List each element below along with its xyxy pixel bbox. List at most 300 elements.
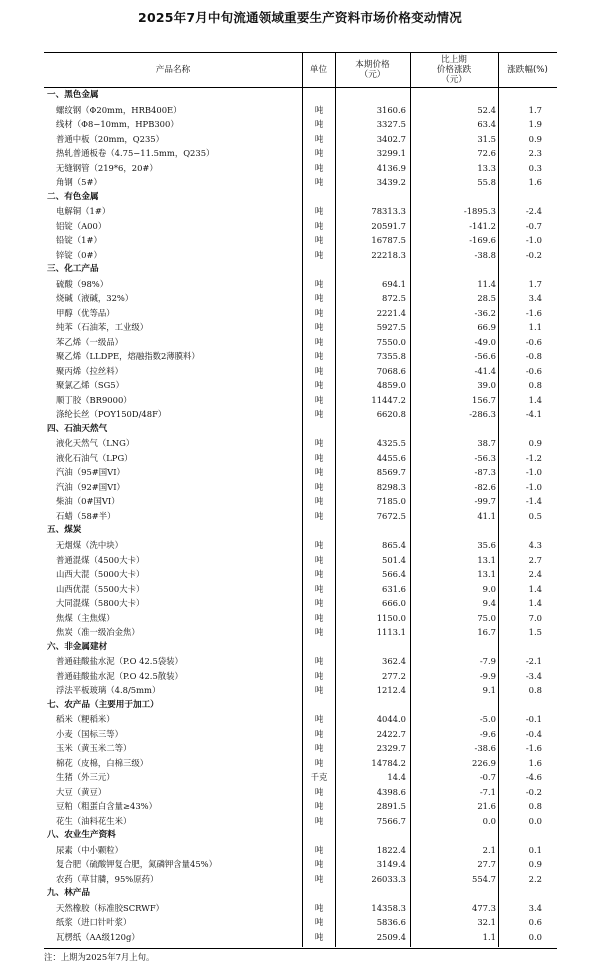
product-name-cell: 山西大混（5000大卡） [56, 569, 145, 580]
table-row [0, 103, 600, 118]
unit-cell: 吨 [314, 583, 324, 594]
percent-cell: -0.7 [525, 220, 542, 231]
product-name-cell: 螺纹钢（Φ20mm，HRB400E） [56, 104, 182, 115]
product-name-cell: 硫酸（98%） [56, 278, 109, 289]
change-cell: 16.7 [477, 627, 496, 638]
product-name-cell: 普通硅酸盐水泥（P.O 42.5散装） [56, 670, 183, 681]
percent-cell: 1.4 [528, 598, 542, 609]
change-cell: -7.9 [479, 656, 496, 667]
table-row [0, 814, 600, 829]
percent-cell: 0.5 [528, 510, 542, 521]
price-cell: 7355.8 [376, 351, 406, 362]
product-name-cell: 顺丁胶（BR9000） [56, 394, 132, 405]
change-cell: -9.6 [479, 728, 496, 739]
category-row [0, 523, 600, 538]
product-name-cell: 热轧普通板卷（4.75−11.5mm，Q235） [56, 148, 215, 159]
table-row [0, 393, 600, 408]
category-row [0, 190, 600, 205]
table-row [0, 204, 600, 219]
table-row [0, 436, 600, 451]
percent-cell: 2.3 [528, 148, 542, 159]
price-cell: 7566.7 [376, 815, 406, 826]
change-cell: 31.5 [477, 133, 496, 144]
percent-cell: 7.0 [528, 612, 542, 623]
price-cell: 7672.5 [376, 510, 406, 521]
percent-cell: -1.2 [525, 452, 542, 463]
product-name-cell: 大豆（黄豆） [56, 786, 107, 797]
percent-cell: 1.7 [528, 104, 542, 115]
percent-cell: 0.1 [528, 844, 542, 855]
price-cell: 22218.3 [371, 249, 406, 260]
category-label: 七、农产品（主要用于加工） [47, 699, 159, 710]
unit-cell: 吨 [314, 612, 324, 623]
price-cell: 4455.6 [376, 452, 406, 463]
percent-cell: -1.6 [525, 743, 542, 754]
price-cell: 3327.5 [376, 119, 406, 130]
change-cell: 1.1 [482, 931, 496, 942]
unit-cell: 吨 [314, 293, 324, 304]
table-row [0, 596, 600, 611]
unit-cell: 吨 [314, 757, 324, 768]
price-cell: 8569.7 [376, 467, 406, 478]
product-name-cell: 尿素（中小颗粒） [56, 844, 123, 855]
category-label: 八、农业生产资料 [47, 830, 116, 841]
percent-cell: 1.9 [528, 119, 542, 130]
unit-cell: 吨 [314, 148, 324, 159]
product-name-cell: 瓦楞纸（AA级120g） [56, 931, 140, 942]
table-row [0, 480, 600, 495]
table-row [0, 219, 600, 234]
unit-cell: 吨 [314, 206, 324, 217]
table-body [0, 88, 600, 944]
unit-cell: 吨 [314, 670, 324, 681]
unit-cell: 吨 [314, 917, 324, 928]
percent-cell: -2.1 [525, 656, 542, 667]
percent-cell: -1.0 [525, 235, 542, 246]
table-row [0, 277, 600, 292]
table-row [0, 233, 600, 248]
change-cell: 477.3 [472, 902, 496, 913]
percent-cell: -4.6 [525, 772, 542, 783]
price-cell: 2422.7 [376, 728, 406, 739]
unit-cell: 吨 [314, 249, 324, 260]
table-row [0, 407, 600, 422]
change-cell: 0.0 [482, 815, 496, 826]
price-cell: 4044.0 [376, 714, 406, 725]
unit-cell: 吨 [314, 162, 324, 173]
table-row [0, 306, 600, 321]
unit-cell: 吨 [314, 220, 324, 231]
table-row [0, 625, 600, 640]
table-row [0, 611, 600, 626]
price-cell: 694.1 [382, 278, 406, 289]
unit-cell: 吨 [314, 307, 324, 318]
change-cell: 52.4 [477, 104, 496, 115]
percent-cell: 0.8 [528, 685, 542, 696]
product-name-cell: 稻米（粳稻米） [56, 714, 115, 725]
header-product-name: 产品名称 [155, 64, 191, 75]
change-cell: 38.7 [477, 438, 496, 449]
price-cell: 865.4 [382, 539, 406, 550]
unit-cell: 吨 [314, 467, 324, 478]
table-row [0, 117, 600, 132]
percent-cell: 2.2 [528, 873, 542, 884]
table-row [0, 465, 600, 480]
product-name-cell: 铝锭（A00） [56, 220, 107, 231]
unit-cell: 吨 [314, 743, 324, 754]
change-cell: -1895.3 [463, 206, 496, 217]
product-name-cell: 生猪（外三元） [56, 772, 115, 783]
unit-cell: 吨 [314, 539, 324, 550]
change-cell: -5.0 [479, 714, 496, 725]
change-cell: -169.6 [469, 235, 496, 246]
header-price-change: 比上期 价格涨跌 （元） [436, 54, 472, 85]
price-cell: 5836.6 [376, 917, 406, 928]
change-cell: 9.0 [482, 583, 496, 594]
table-row [0, 161, 600, 176]
product-name-cell: 复合肥（硫酸钾复合肥，氮磷钾含量45%） [56, 859, 217, 870]
percent-cell: -0.4 [525, 728, 542, 739]
change-cell: -7.1 [479, 786, 496, 797]
change-cell: 9.1 [482, 685, 496, 696]
unit-cell: 吨 [314, 380, 324, 391]
percent-cell: 1.7 [528, 278, 542, 289]
table-row [0, 494, 600, 509]
percent-cell: 0.0 [528, 815, 542, 826]
percent-cell: -1.6 [525, 307, 542, 318]
product-name-cell: 纯苯（石油苯，工业级） [56, 322, 149, 333]
category-row [0, 886, 600, 901]
table-row [0, 582, 600, 597]
table-row [0, 930, 600, 945]
change-cell: -36.2 [474, 307, 496, 318]
table-row [0, 509, 600, 524]
unit-cell: 千克 [310, 772, 328, 783]
price-cell: 14.4 [387, 772, 406, 783]
product-name-cell: 普通混煤（4500大卡） [56, 554, 145, 565]
product-name-cell: 聚丙烯（拉丝料） [56, 365, 123, 376]
unit-cell: 吨 [314, 438, 324, 449]
page-title: 2025年7月中旬流通领域重要生产资料市场价格变动情况 [138, 10, 462, 25]
table-row [0, 770, 600, 785]
product-name-cell: 聚乙烯（LLDPE，熔融指数2薄膜料） [56, 351, 200, 362]
product-name-cell: 焦煤（主焦煤） [56, 612, 115, 623]
unit-cell: 吨 [314, 656, 324, 667]
product-name-cell: 纸浆（进口针叶浆） [56, 917, 132, 928]
unit-cell: 吨 [314, 235, 324, 246]
category-row [0, 262, 600, 277]
percent-cell: -2.4 [525, 206, 542, 217]
price-cell: 277.2 [382, 670, 406, 681]
percent-cell: 0.3 [528, 162, 542, 173]
header-change-percent: 涨跌幅(%) [507, 64, 548, 75]
price-cell: 1212.4 [376, 685, 406, 696]
table-row [0, 538, 600, 553]
unit-cell: 吨 [314, 365, 324, 376]
product-name-cell: 焦炭（准一级冶金焦） [56, 627, 140, 638]
change-cell: 39.0 [477, 380, 496, 391]
category-row [0, 422, 600, 437]
table-row [0, 335, 600, 350]
table-row [0, 683, 600, 698]
unit-cell: 吨 [314, 104, 324, 115]
change-cell: -82.6 [474, 481, 496, 492]
change-cell: 13.1 [477, 569, 496, 580]
price-cell: 3149.4 [376, 859, 406, 870]
product-name-cell: 豆粕（粗蛋白含量≥43%） [56, 801, 158, 812]
change-cell: 63.4 [477, 119, 496, 130]
price-cell: 666.0 [382, 598, 406, 609]
price-cell: 4136.9 [376, 162, 406, 173]
product-name-cell: 小麦（国标三等） [56, 728, 123, 739]
category-label: 五、煤炭 [47, 525, 82, 536]
change-cell: -87.3 [474, 467, 496, 478]
change-cell: -38.8 [474, 249, 496, 260]
unit-cell: 吨 [314, 554, 324, 565]
product-name-cell: 甲醇（优等品） [56, 307, 115, 318]
price-cell: 1150.0 [376, 612, 406, 623]
category-label: 九、林产品 [47, 888, 90, 899]
percent-cell: -0.2 [525, 249, 542, 260]
change-cell: -38.6 [474, 743, 496, 754]
change-cell: 13.3 [477, 162, 496, 173]
product-name-cell: 汽油（95#国VI） [56, 467, 125, 478]
product-name-cell: 山西优混（5500大卡） [56, 583, 145, 594]
price-cell: 20591.7 [371, 220, 406, 231]
percent-cell: 0.9 [528, 438, 542, 449]
table-row [0, 872, 600, 887]
price-cell: 2329.7 [376, 743, 406, 754]
table-row [0, 901, 600, 916]
percent-cell: 0.9 [528, 133, 542, 144]
table-row [0, 349, 600, 364]
percent-cell: 2.4 [528, 569, 542, 580]
unit-cell: 吨 [314, 844, 324, 855]
unit-cell: 吨 [314, 409, 324, 420]
change-cell: -141.2 [469, 220, 496, 231]
unit-cell: 吨 [314, 119, 324, 130]
percent-cell: -3.4 [525, 670, 542, 681]
unit-cell: 吨 [314, 394, 324, 405]
price-cell: 362.4 [382, 656, 406, 667]
product-name-cell: 农药（草甘膦，95%原药） [56, 873, 159, 884]
percent-cell: 1.5 [528, 627, 542, 638]
table-row [0, 654, 600, 669]
product-name-cell: 锌锭（0#） [56, 249, 102, 260]
percent-cell: -0.1 [525, 714, 542, 725]
change-cell: -286.3 [469, 409, 496, 420]
unit-cell: 吨 [314, 177, 324, 188]
price-cell: 14358.3 [371, 902, 406, 913]
unit-cell: 吨 [314, 481, 324, 492]
unit-cell: 吨 [314, 902, 324, 913]
product-name-cell: 角钢（5#） [56, 177, 102, 188]
table-row [0, 756, 600, 771]
table-row [0, 175, 600, 190]
price-cell: 16787.5 [371, 235, 406, 246]
change-cell: 9.4 [482, 598, 496, 609]
percent-cell: 0.9 [528, 859, 542, 870]
price-cell: 1822.4 [376, 844, 406, 855]
category-row [0, 698, 600, 713]
product-name-cell: 石蜡（58#半） [56, 510, 116, 521]
percent-cell: -0.8 [525, 351, 542, 362]
price-cell: 2509.4 [376, 931, 406, 942]
unit-cell: 吨 [314, 569, 324, 580]
table-row [0, 378, 600, 393]
price-cell: 6620.8 [376, 409, 406, 420]
unit-cell: 吨 [314, 452, 324, 463]
percent-cell: 1.6 [528, 757, 542, 768]
price-cell: 26033.3 [371, 873, 406, 884]
table-row [0, 320, 600, 335]
unit-cell: 吨 [314, 859, 324, 870]
table-row [0, 364, 600, 379]
percent-cell: 3.4 [528, 293, 542, 304]
price-cell: 5927.5 [376, 322, 406, 333]
price-cell: 566.4 [382, 569, 406, 580]
unit-cell: 吨 [314, 133, 324, 144]
table-row [0, 669, 600, 684]
price-cell: 872.5 [382, 293, 406, 304]
table-row [0, 799, 600, 814]
change-cell: 55.8 [477, 177, 496, 188]
product-name-cell: 棉花（皮棉，白棉三级） [56, 757, 149, 768]
percent-cell: 0.6 [528, 917, 542, 928]
table-row [0, 146, 600, 161]
change-cell: 75.0 [477, 612, 496, 623]
change-cell: 13.1 [477, 554, 496, 565]
product-name-cell: 液化石油气（LPG） [56, 452, 133, 463]
change-cell: -41.4 [474, 365, 496, 376]
change-cell: 32.1 [477, 917, 496, 928]
unit-cell: 吨 [314, 728, 324, 739]
percent-cell: 2.7 [528, 554, 542, 565]
price-cell: 1113.1 [376, 627, 406, 638]
table-row [0, 785, 600, 800]
percent-cell: 0.8 [528, 801, 542, 812]
price-cell: 4859.0 [376, 380, 406, 391]
unit-cell: 吨 [314, 786, 324, 797]
change-cell: 27.7 [477, 859, 496, 870]
unit-cell: 吨 [314, 714, 324, 725]
price-cell: 3160.6 [376, 104, 406, 115]
percent-cell: 1.1 [528, 322, 542, 333]
percent-cell: 0.8 [528, 380, 542, 391]
table-row [0, 857, 600, 872]
category-row [0, 640, 600, 655]
percent-cell: 1.4 [528, 583, 542, 594]
price-cell: 3402.7 [376, 133, 406, 144]
header-current-price: 本期价格 （元） [355, 59, 390, 80]
change-cell: 28.5 [477, 293, 496, 304]
change-cell: 72.6 [477, 148, 496, 159]
percent-cell: -1.0 [525, 467, 542, 478]
change-cell: 21.6 [477, 801, 496, 812]
change-cell: -49.0 [474, 336, 496, 347]
change-cell: -56.3 [474, 452, 496, 463]
product-name-cell: 液化天然气（LNG） [56, 438, 135, 449]
unit-cell: 吨 [314, 322, 324, 333]
product-name-cell: 天然橡胶（标准胶SCRWF） [56, 902, 165, 913]
price-cell: 7550.0 [376, 336, 406, 347]
table-row [0, 553, 600, 568]
change-cell: -99.7 [474, 496, 496, 507]
table-row [0, 248, 600, 263]
table-row [0, 291, 600, 306]
table-row [0, 712, 600, 727]
change-cell: 226.9 [472, 757, 496, 768]
percent-cell: -1.0 [525, 481, 542, 492]
product-name-cell: 无烟煤（洗中块） [56, 539, 123, 550]
unit-cell: 吨 [314, 496, 324, 507]
footnote: 注：上期为2025年7月上旬。 [44, 952, 155, 962]
change-cell: 41.1 [477, 510, 496, 521]
change-cell: 66.9 [477, 322, 496, 333]
product-name-cell: 普通中板（20mm，Q235） [56, 133, 165, 144]
percent-cell: -0.2 [525, 786, 542, 797]
product-name-cell: 聚氯乙烯（SG5） [56, 380, 125, 391]
category-label: 三、化工产品 [47, 264, 99, 275]
unit-cell: 吨 [314, 801, 324, 812]
unit-cell: 吨 [314, 598, 324, 609]
product-name-cell: 浮法平板玻璃（4.8/5mm） [56, 685, 161, 696]
product-name-cell: 苯乙烯（一级品） [56, 336, 123, 347]
table-row [0, 451, 600, 466]
percent-cell: -0.6 [525, 365, 542, 376]
price-cell: 14784.2 [371, 757, 406, 768]
price-cell: 631.6 [382, 583, 406, 594]
product-name-cell: 玉米（黄玉米二等） [56, 743, 132, 754]
product-name-cell: 铅锭（1#） [56, 235, 102, 246]
percent-cell: -0.6 [525, 336, 542, 347]
unit-cell: 吨 [314, 510, 324, 521]
percent-cell: 3.4 [528, 902, 542, 913]
change-cell: 554.7 [472, 873, 496, 884]
category-label: 六、非金属建材 [47, 641, 108, 652]
table-row [0, 132, 600, 147]
unit-cell: 吨 [314, 685, 324, 696]
change-cell: -56.6 [474, 351, 496, 362]
table-row [0, 727, 600, 742]
unit-cell: 吨 [314, 336, 324, 347]
product-name-cell: 花生（油料花生米） [56, 815, 132, 826]
product-name-cell: 柴油（0#国VI） [56, 496, 120, 507]
product-name-cell: 汽油（92#国VI） [56, 481, 125, 492]
percent-cell: 0.0 [528, 931, 542, 942]
category-label: 一、黑色金属 [47, 90, 99, 100]
price-cell: 11447.2 [371, 394, 406, 405]
unit-cell: 吨 [314, 627, 324, 638]
product-name-cell: 大同混煤（5800大卡） [56, 598, 145, 609]
product-name-cell: 烧碱（液碱，32%） [56, 293, 134, 304]
change-cell: -0.7 [479, 772, 496, 783]
unit-cell: 吨 [314, 351, 324, 362]
unit-cell: 吨 [314, 873, 324, 884]
price-cell: 501.4 [382, 554, 406, 565]
unit-cell: 吨 [314, 278, 324, 289]
product-name-cell: 普通硅酸盐水泥（P.O 42.5袋装） [56, 656, 183, 667]
price-cell: 2221.4 [376, 307, 406, 318]
change-cell: 11.4 [477, 278, 496, 289]
price-cell: 7185.0 [376, 496, 406, 507]
header-unit: 单位 [309, 64, 328, 75]
table-row [0, 915, 600, 930]
category-label: 四、石油天然气 [47, 423, 108, 434]
price-cell: 7068.6 [376, 365, 406, 376]
category-label: 二、有色金属 [47, 191, 99, 202]
table-row [0, 843, 600, 858]
